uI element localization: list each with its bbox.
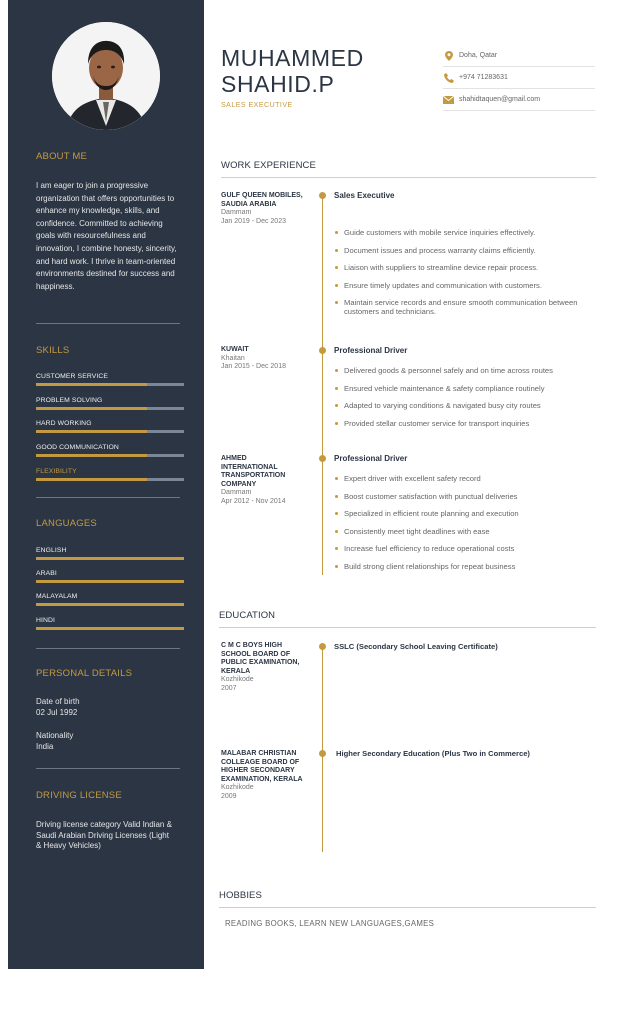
work-org-dates: Jan 2015 - Dec 2018 xyxy=(221,363,286,371)
language-bar xyxy=(36,580,184,583)
education-year: 2007 xyxy=(221,684,237,692)
skill-item xyxy=(36,468,184,481)
skill-bar-fill xyxy=(36,383,147,386)
language-item xyxy=(36,547,184,560)
language-item xyxy=(36,570,184,583)
work-org-name: KUWAIT xyxy=(221,346,249,353)
skill-bar-fill xyxy=(36,407,147,410)
timeline-dot xyxy=(319,455,326,462)
work-role: Sales Executive xyxy=(334,191,395,200)
location-pin-icon xyxy=(443,50,454,61)
work-org xyxy=(221,192,303,226)
skill-bar xyxy=(36,430,184,433)
education-org-name: MALABAR CHRISTIAN COLLEAGE BOARD OF HIGHER SECONDARY EXAMINATION, KERALA xyxy=(221,750,303,783)
avatar-icon xyxy=(52,22,160,130)
work-org xyxy=(221,455,303,507)
education-org xyxy=(221,750,303,802)
skill-bar xyxy=(36,478,184,481)
personal-details-title: PERSONAL DETAILS xyxy=(36,668,133,679)
section-divider xyxy=(219,907,596,908)
language-bar-fill xyxy=(36,557,184,560)
dob-label: Date of birth xyxy=(36,697,80,706)
divider xyxy=(36,648,180,649)
language-label: HINDI xyxy=(36,617,56,624)
job-title: SALES EXECUTIVE xyxy=(221,102,293,109)
work-bullet: Delivered goods & personnel safely and on time across routes xyxy=(334,366,596,375)
education-org-city: Kozhikode xyxy=(221,676,254,684)
language-bar xyxy=(36,603,184,606)
languages-title: LANGUAGES xyxy=(36,518,97,529)
language-item xyxy=(36,617,184,630)
skill-label: PROBLEM SOLVING xyxy=(36,397,103,404)
work-bullets xyxy=(334,366,596,436)
language-label: ARABI xyxy=(36,570,57,577)
divider xyxy=(36,497,180,498)
hobbies-text: READING BOOKS, LEARN NEW LANGUAGES,GAMES xyxy=(225,919,435,928)
contact-location-text: Doha, Qatar xyxy=(459,52,498,59)
work-bullet: Build strong client relationships for repeat business xyxy=(334,562,596,571)
skill-item xyxy=(36,444,184,457)
work-experience-title: WORK EXPERIENCE xyxy=(221,160,316,171)
work-org-name: GULF QUEEN MOBILES, SAUDIA ARABIA xyxy=(221,192,303,208)
divider xyxy=(36,768,180,769)
hobbies-title: HOBBIES xyxy=(219,890,262,901)
language-bar-fill xyxy=(36,603,184,606)
education-org-city: Kozhikode xyxy=(221,784,254,792)
work-org-city: Khaitan xyxy=(221,354,245,362)
work-bullet: Adapted to varying conditions & navigated busy city routes xyxy=(334,401,596,410)
name-line1: MUHAMMED xyxy=(221,45,364,71)
dob-value: 02 Jul 1992 xyxy=(36,708,78,717)
skill-item xyxy=(36,397,184,410)
mail-icon xyxy=(443,94,454,105)
work-bullet: Ensured vehicle maintenance & safety compliance routinely xyxy=(334,384,596,393)
contact-email-text: shahidtaquen@gmail.com xyxy=(459,96,541,103)
skill-item xyxy=(36,373,184,386)
nationality-label: Nationality xyxy=(36,731,74,740)
skill-label: FLEXIBILITY xyxy=(36,468,77,475)
work-bullet: Ensure timely updates and communication with customers. xyxy=(334,281,596,290)
name-heading xyxy=(221,45,364,97)
skill-bar-fill xyxy=(36,454,147,457)
education-year: 2009 xyxy=(221,792,237,800)
contact-phone xyxy=(443,67,595,89)
work-bullet: Specialized in efficient route planning and execution xyxy=(334,509,596,518)
nationality-value: India xyxy=(36,742,54,751)
work-bullet: Boost customer satisfaction with punctual deliveries xyxy=(334,492,596,501)
education-degree: SSLC (Secondary School Leaving Certificate) xyxy=(334,642,498,651)
section-divider xyxy=(219,627,596,628)
contact-email xyxy=(443,89,595,111)
about-title: ABOUT ME xyxy=(36,151,88,162)
language-bar xyxy=(36,557,184,560)
education-degree: Higher Secondary Education (Plus Two in Commerce) xyxy=(336,749,530,758)
education-timeline xyxy=(322,646,323,852)
skill-item xyxy=(36,420,184,433)
work-bullet: Consistently meet tight deadlines with ease xyxy=(334,527,596,536)
section-divider xyxy=(221,177,596,178)
work-timeline xyxy=(322,197,323,575)
education-title: EDUCATION xyxy=(219,610,276,621)
work-org-name: AHMED INTERNATIONAL TRANSPORTATION COMPANY xyxy=(221,455,286,488)
work-bullet: Maintain service records and ensure smooth communication between customers and technicians. xyxy=(334,298,596,316)
work-role: Professional Driver xyxy=(334,454,408,463)
work-bullet: Increase fuel efficiency to reduce operational costs xyxy=(334,544,596,553)
phone-icon xyxy=(443,72,454,83)
skill-label: GOOD COMMUNICATION xyxy=(36,444,119,451)
language-bar-fill xyxy=(36,580,184,583)
language-label: MALAYALAM xyxy=(36,593,78,600)
language-item xyxy=(36,593,184,606)
sidebar xyxy=(8,0,204,969)
timeline-dot xyxy=(319,643,326,650)
work-bullet: Expert driver with excellent safety record xyxy=(334,474,596,483)
language-bar-fill xyxy=(36,627,184,630)
skill-bar xyxy=(36,407,184,410)
driving-license-text: Driving license category Valid Indian & Saudi Arabian Driving Licenses (Light & Heavy Vehicles) xyxy=(36,820,172,850)
driving-license-title: DRIVING LICENSE xyxy=(36,790,122,801)
skills-title: SKILLS xyxy=(36,345,70,356)
work-bullets xyxy=(334,474,596,579)
timeline-dot xyxy=(319,192,326,199)
profile-photo xyxy=(52,22,160,130)
work-org-dates: Jan 2019 - Dec 2023 xyxy=(221,217,286,225)
language-bar xyxy=(36,627,184,630)
name-line2: SHAHID.P xyxy=(221,71,335,97)
divider xyxy=(36,323,180,324)
work-org-city: Dammam xyxy=(221,489,252,497)
timeline-dot xyxy=(319,750,326,757)
timeline-dot xyxy=(319,347,326,354)
skill-label: HARD WORKING xyxy=(36,420,92,427)
work-role: Professional Driver xyxy=(334,346,408,355)
contact-location xyxy=(443,45,595,67)
work-org-dates: Apr 2012 - Nov 2014 xyxy=(221,497,286,505)
education-org xyxy=(221,642,303,694)
skill-bar-fill xyxy=(36,430,147,433)
work-bullets xyxy=(334,228,596,325)
skill-bar xyxy=(36,383,184,386)
education-org-name: C M C BOYS HIGH SCHOOL BOARD OF PUBLIC EXAMINATION, KERALA xyxy=(221,642,300,675)
language-label: ENGLISH xyxy=(36,547,67,554)
skill-bar-fill xyxy=(36,478,147,481)
skill-label: CUSTOMER SERVICE xyxy=(36,373,108,380)
work-bullet: Guide customers with mobile service inquiries effectively. xyxy=(334,228,596,237)
skill-bar xyxy=(36,454,184,457)
work-org xyxy=(221,346,303,372)
work-bullet: Document issues and process warranty claims efficiently. xyxy=(334,246,596,255)
about-text: I am eager to join a progressive organization that offers opportunities to enhance my knowledge, skills, and confidence. Committed to achieving goals with resourcefulness and innovation, I combine honesty, sincerity, and hard work. I thrive in team-oriented environments destined for success and happiness. xyxy=(36,181,177,291)
work-bullet: Provided stellar customer service for transport inquiries xyxy=(334,419,596,428)
work-org-city: Dammam xyxy=(221,209,252,217)
work-bullet: Liaison with suppliers to streamline device repair process. xyxy=(334,263,596,272)
contact-phone-text: +974 71283631 xyxy=(459,74,508,81)
